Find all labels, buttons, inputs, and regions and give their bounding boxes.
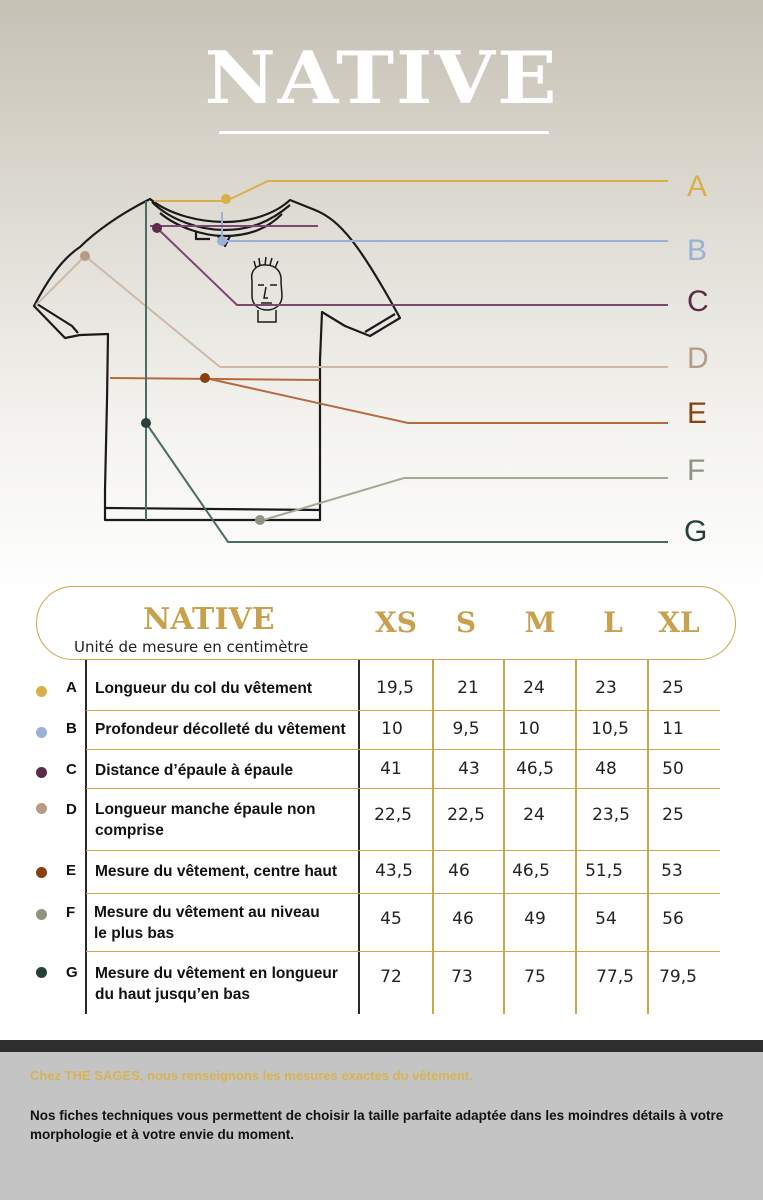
measure-dot-a [221,194,231,204]
row-divider [86,893,720,894]
row-divider [86,850,720,851]
row-divider [86,710,720,711]
row-divider [86,788,720,789]
row-letter-f: F [66,904,76,921]
row-dot-c [36,767,47,778]
row-letter-a: A [66,679,77,696]
tshirt-outline [34,199,400,520]
row-letter-d: D [66,801,77,818]
measure-line-a [154,181,668,201]
value-f-m: 49 [524,909,546,929]
face-drawing [252,257,282,322]
row-dot-b [36,727,47,738]
value-d-xs: 22,5 [374,805,412,825]
column-divider [647,660,649,1014]
row-label-d: Longueur manche épaule non comprise [95,801,316,839]
measure-dot-e [200,373,210,383]
column-divider [432,660,434,1014]
tshirt-diagram [0,150,763,560]
row-letter-g: G [66,964,78,981]
value-c-xl: 50 [662,759,684,779]
diagram-letter-a: A [687,170,708,203]
diagram-letter-d: D [687,342,709,375]
row-divider [86,951,720,952]
value-d-xl: 25 [662,805,684,825]
brand-underline [219,131,549,134]
measure-dot-c [152,223,162,233]
value-c-l: 48 [595,759,617,779]
value-e-m: 46,5 [512,861,550,881]
measure-dot-d [80,251,90,261]
value-d-l: 23,5 [592,805,630,825]
value-f-s: 46 [452,909,474,929]
value-d-m: 24 [523,805,545,825]
value-g-l: 77,5 [596,967,634,987]
footer-highlight: Chez THE SAGES, nous renseignons les mesures exactes du vêtement. [30,1068,473,1083]
measure-line-d [36,256,668,367]
value-b-l: 10,5 [591,719,629,739]
value-f-xl: 56 [662,909,684,929]
measure-line-e [110,378,668,423]
value-a-l: 23 [595,678,617,698]
measure-line-f [260,478,668,521]
column-divider [85,660,87,1014]
row-letter-c: C [66,761,77,778]
column-divider [358,660,360,1014]
value-f-xs: 45 [380,909,402,929]
row-divider [86,749,720,750]
column-divider [575,660,577,1014]
value-c-m: 46,5 [516,759,554,779]
diagram-letter-c: C [687,285,709,318]
size-header-s: S [455,606,477,639]
value-b-xs: 10 [381,719,403,739]
value-e-xl: 53 [661,861,683,881]
value-e-s: 46 [448,861,470,881]
size-header-xl: XL [658,606,700,639]
row-label-g: Mesure du vêtement en longueur du haut jusqu’en bas [95,965,338,1003]
unit-note: Unité de mesure en centimètre [74,638,309,656]
value-b-s: 9,5 [452,719,480,739]
diagram-letter-e: E [687,397,708,430]
measure-line-g [146,201,668,542]
footer-text: Nos fiches techniques vous permettent de choisir la taille parfaite adaptée dans les moindres détails à votre morphologie et à votre envie du moment. [30,1108,724,1142]
value-e-l: 51,5 [585,861,623,881]
row-dot-g [36,967,47,978]
value-a-s: 21 [457,678,479,698]
row-dot-a [36,686,47,697]
value-d-s: 22,5 [447,805,485,825]
diagram-letter-f: F [687,454,706,487]
row-letter-b: B [66,720,77,737]
value-e-xs: 43,5 [375,861,413,881]
value-a-m: 24 [523,678,545,698]
row-letter-e: E [66,862,77,879]
size-header-xs: XS [375,606,417,639]
row-label-b: Profondeur décolleté du vêtement [95,721,346,738]
row-dot-e [36,867,47,878]
value-g-s: 73 [451,967,473,987]
row-dot-d [36,803,47,814]
brand-title: NATIVE [204,36,559,121]
diagram-letter-g: G [684,515,708,548]
value-g-xl: 79,5 [659,967,697,987]
column-divider [503,660,505,1014]
value-a-xl: 25 [662,678,684,698]
row-label-f: Mesure du vêtement au niveau le plus bas [94,904,320,942]
measure-line-c [150,226,668,305]
measure-dot-g [141,418,151,428]
measure-dot-f [255,515,265,525]
diagram-letter-b: B [687,234,708,267]
size-header-l: L [603,606,623,639]
value-f-l: 54 [595,909,617,929]
value-g-m: 75 [524,967,546,987]
value-b-m: 10 [518,719,540,739]
size-header-m: M [524,606,556,639]
footer-divider [0,1040,763,1052]
value-g-xs: 72 [380,967,402,987]
row-dot-f [36,909,47,920]
row-label-c: Distance d’épaule à épaule [95,762,294,779]
value-c-s: 43 [458,759,480,779]
table-brand: NATIVE [143,602,275,637]
row-label-a: Longueur du col du vêtement [95,680,313,697]
row-label-e: Mesure du vêtement, centre haut [95,863,338,880]
value-a-xs: 19,5 [376,678,414,698]
value-c-xs: 41 [380,759,402,779]
measure-dot-b [217,236,227,246]
value-b-xl: 11 [662,719,684,739]
